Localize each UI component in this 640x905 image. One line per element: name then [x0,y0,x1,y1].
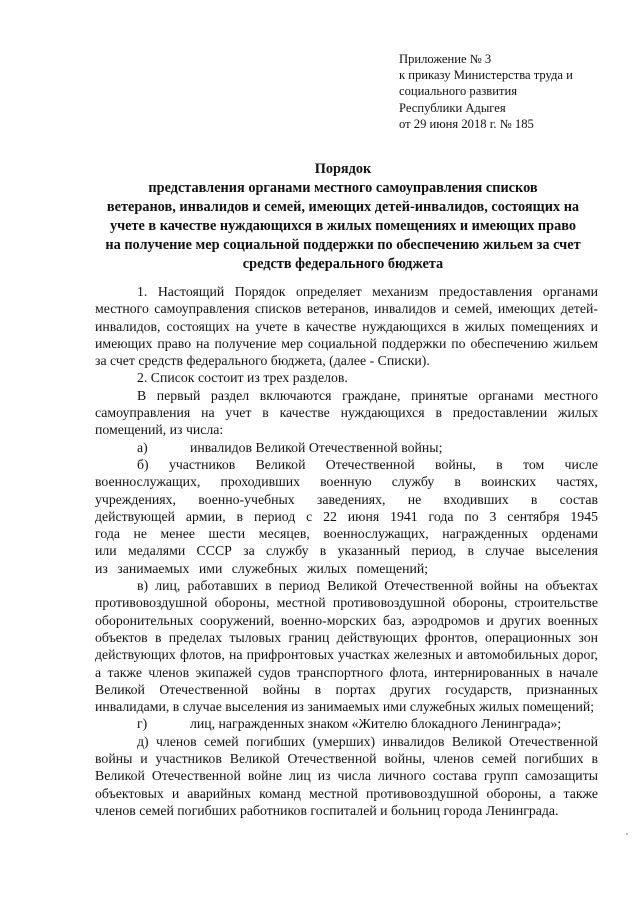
paragraph-1: 1. Настоящий Порядок определяет механизм предоставления органами местного самоуправления списков ветеранов, инвалидов и семей, имеющих детей-инвалидов, состоящих на учете в качестве нуждающихся в жилых помещениях и имеющих право на получение мер социальной поддержки по обеспечению жильем за счет средств федерального бюджета, (далее - Списки). [95,284,598,369]
list-item-text: лиц, награжденных знаком «Жителю блокадного Ленинграда»; [190,716,562,732]
list-item-label: в) [137,578,149,594]
title-line: учете в качестве нуждающихся в жилых помещениях и имеющих право [109,218,577,234]
annex-line: от 29 июня 2018 г. № 185 [399,116,534,131]
annex-line: социального развития [399,84,518,99]
title-line: Порядок [314,161,372,177]
scan-speck [626,833,628,835]
list-item-v [95,577,598,715]
paragraph-3: В первый раздел включаются граждане, принятые органами местного самоуправления на учет в качестве нуждающихся в предоставлении жилых помещений, из числа: [95,387,598,438]
list-item-text: членов семей погибших (умерших) инвалидов Великой Отечественной войны и участников Великой Отечественной войны, членов семей погибших в Великой Отечественной войне лиц из числа личного состава групп самозащиты объектовых и аварийных команд местной противовоздушной обороны, а также членов семей погибших работников госпиталей и больниц города Ленинграда. [95,733,598,818]
list-item-b [95,456,598,577]
list-item-label: д) [137,733,149,749]
title-line: средств федерального бюджета [242,256,444,272]
list-item-text: лиц, работавших в период Великой Отечественной войны на объектах противовоздушной обороны, местной противовоздушной обороны, строительстве оборонительных сооружений, военно-морских баз, аэродромов и других военных объектов в пределах тыловых границ действующих фронтов, операционных зон действующих флотов, на прифронтовых участках железных и автомобильных дорог, а также членов экипажей судов транспортного флота, интернированных в начале Великой Отечественной войны в портах других государств, признанных инвалидами, в случае выселения из занимаемых ими служебных жилых помещений; [95,578,598,715]
title-line: представления органами местного самоуправления списков [148,180,538,196]
list-item-label: г) [137,716,148,732]
annex-line: Республики Адыгея [399,100,506,115]
title-line: на получение мер социальной поддержки по обеспечению жильем за счет [105,237,581,253]
document-title [88,160,598,274]
annex-line: Приложение № 3 [399,52,492,66]
list-item-label: б) [137,456,149,472]
annex-header [399,51,629,132]
list-item-d [95,733,598,819]
paragraph-2: 2. Список состоит из трех разделов. [137,370,348,386]
list-item-g [95,715,598,732]
annex-line: к приказу Министерства труда и [399,68,573,83]
list-item-a [95,439,598,456]
title-line: ветеранов, инвалидов и семей, имеющих детей-инвалидов, состоящих на [106,199,580,215]
list-item-label: а) [137,439,148,455]
document-body [95,283,598,819]
list-item-text: инвалидов Великой Отечественной войны; [190,439,443,455]
list-item-text: участников Великой Отечественной войны, в том числе военнослужащих, проходивших военную службу в воинских частях, учреждениях, военно-учебных заведениях, не входивших в состав действующей армии, в период с 22 июня 1941 года по 3 сентября 1945 года не менее шести месяцев, военнослужащих, награжденных орденами или медалями СССР за службу в указанный период, в случае выселения из занимаемых ими служебных жилых помещений; [95,456,598,576]
